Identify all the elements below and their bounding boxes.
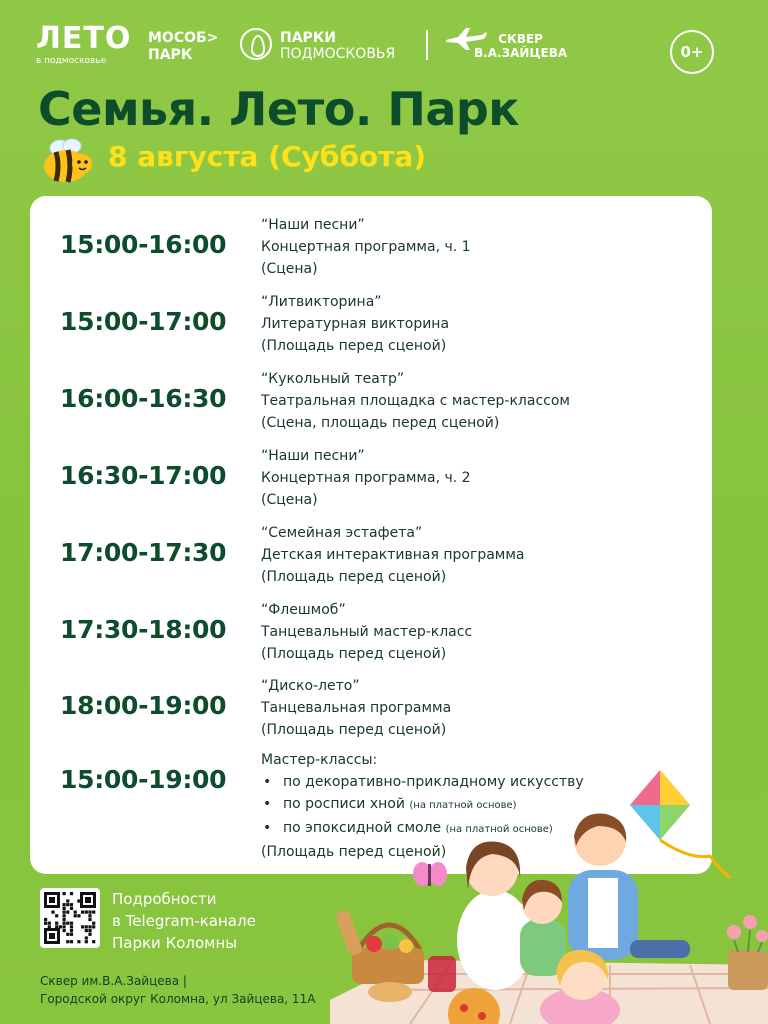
picnic-basket-icon <box>335 909 424 984</box>
event-place: (Сцена, площадь перед сценой) <box>261 415 500 431</box>
event-place: (Площадь перед сценой) <box>261 646 447 662</box>
logo-parki-line1: ПАРКИ <box>280 30 336 46</box>
logo-divider <box>426 30 428 60</box>
bee-icon <box>38 136 98 186</box>
event-name: “Наши песни” <box>261 217 365 233</box>
butterfly-icon <box>413 862 447 886</box>
address-line: Городской округ Коломна, ул Зайцева, 11А <box>40 992 316 1006</box>
details-line: Парки Коломны <box>112 934 238 952</box>
schedule-time: 15:00-17:00 <box>60 307 227 336</box>
family-picnic-illustration <box>330 760 768 1024</box>
schedule-time: 17:30-18:00 <box>60 615 227 644</box>
schedule-time: 16:00-16:30 <box>60 384 227 413</box>
logo-parki-line2: ПОДМОСКОВЬЯ <box>280 46 396 62</box>
event-type: Танцевальный мастер-класс <box>261 624 473 640</box>
schedule-description <box>261 291 449 357</box>
event-place: (Сцена) <box>261 492 318 508</box>
schedule-time: 17:00-17:30 <box>60 538 227 567</box>
masterclass-note: (на платной основе) <box>409 800 517 811</box>
page-title: Семья. Лето. Парк <box>38 82 520 136</box>
masterclass-text: по эпоксидной смоле <box>283 820 442 836</box>
venue-address <box>40 972 315 1008</box>
event-name: “Флешмоб” <box>261 602 346 618</box>
masterclasses-place: (Площадь перед сценой) <box>261 844 447 860</box>
schedule-time: 16:30-17:00 <box>60 461 227 490</box>
event-name: “Диско-лето” <box>261 678 360 694</box>
event-place: (Площадь перед сценой) <box>261 722 447 738</box>
schedule-time: 15:00-16:00 <box>60 230 227 259</box>
event-name: “Кукольный театр” <box>261 371 405 387</box>
schedule-description <box>261 368 570 434</box>
mother-figure <box>457 842 533 990</box>
qr-code-icon[interactable] <box>40 888 100 948</box>
details-line: Подробности <box>112 890 217 908</box>
schedule-time: 18:00-19:00 <box>60 691 227 720</box>
age-rating-badge: 0+ <box>670 30 714 74</box>
schedule-time: 15:00-19:00 <box>60 765 227 794</box>
event-place: (Площадь перед сценой) <box>261 338 447 354</box>
kite-icon <box>630 770 730 878</box>
schedule-description <box>261 214 471 280</box>
event-type: Театральная площадка с мастер-классом <box>261 393 570 409</box>
telegram-details <box>112 888 256 954</box>
schedule-description <box>261 522 525 588</box>
event-place: (Площадь перед сценой) <box>261 569 447 585</box>
details-line: в Telegram-канале <box>112 912 256 930</box>
masterclass-note: (на платной основе) <box>445 824 553 835</box>
schedule-description <box>261 445 471 511</box>
logo-skver-line1: СКВЕР <box>498 32 543 46</box>
logo-skver-line2: В.А.ЗАЙЦЕВА <box>474 46 568 60</box>
masterclasses-heading: Мастер-классы: <box>261 752 378 768</box>
event-type: Танцевальная программа <box>261 700 452 716</box>
event-type: Концертная программа, ч. 1 <box>261 239 471 255</box>
event-type: Детская интерактивная программа <box>261 547 525 563</box>
event-name: “Наши песни” <box>261 448 365 464</box>
schedule-description <box>261 599 472 665</box>
masterclass-text: по декоративно-прикладному искусству <box>283 774 584 790</box>
schedule-description <box>261 675 451 741</box>
flowers-icon <box>727 915 768 990</box>
logo-leto-title: ЛЕТО <box>36 21 132 56</box>
event-name: “Семейная эстафета” <box>261 525 423 541</box>
header-logos <box>36 22 736 72</box>
logo-leto-subtitle: в подмосковье <box>36 56 107 66</box>
event-type: Литературная викторина <box>261 316 450 332</box>
event-place: (Сцена) <box>261 261 318 277</box>
father-figure <box>568 813 690 960</box>
leaf-icon <box>240 28 272 60</box>
logo-mosobpark <box>148 30 218 64</box>
address-line: Сквер им.В.А.Зайцева | <box>40 974 187 988</box>
event-name: “Литвикторина” <box>261 294 382 310</box>
logo-mosob-line1: МОСОБ> <box>148 30 219 46</box>
logo-leto <box>36 21 132 66</box>
event-type: Концертная программа, ч. 2 <box>261 470 471 486</box>
boy-figure <box>520 880 566 976</box>
event-date: 8 августа (Суббота) <box>108 140 427 173</box>
logo-mosob-line2: ПАРК <box>148 47 193 63</box>
masterclass-text: по росписи хной <box>283 796 405 812</box>
